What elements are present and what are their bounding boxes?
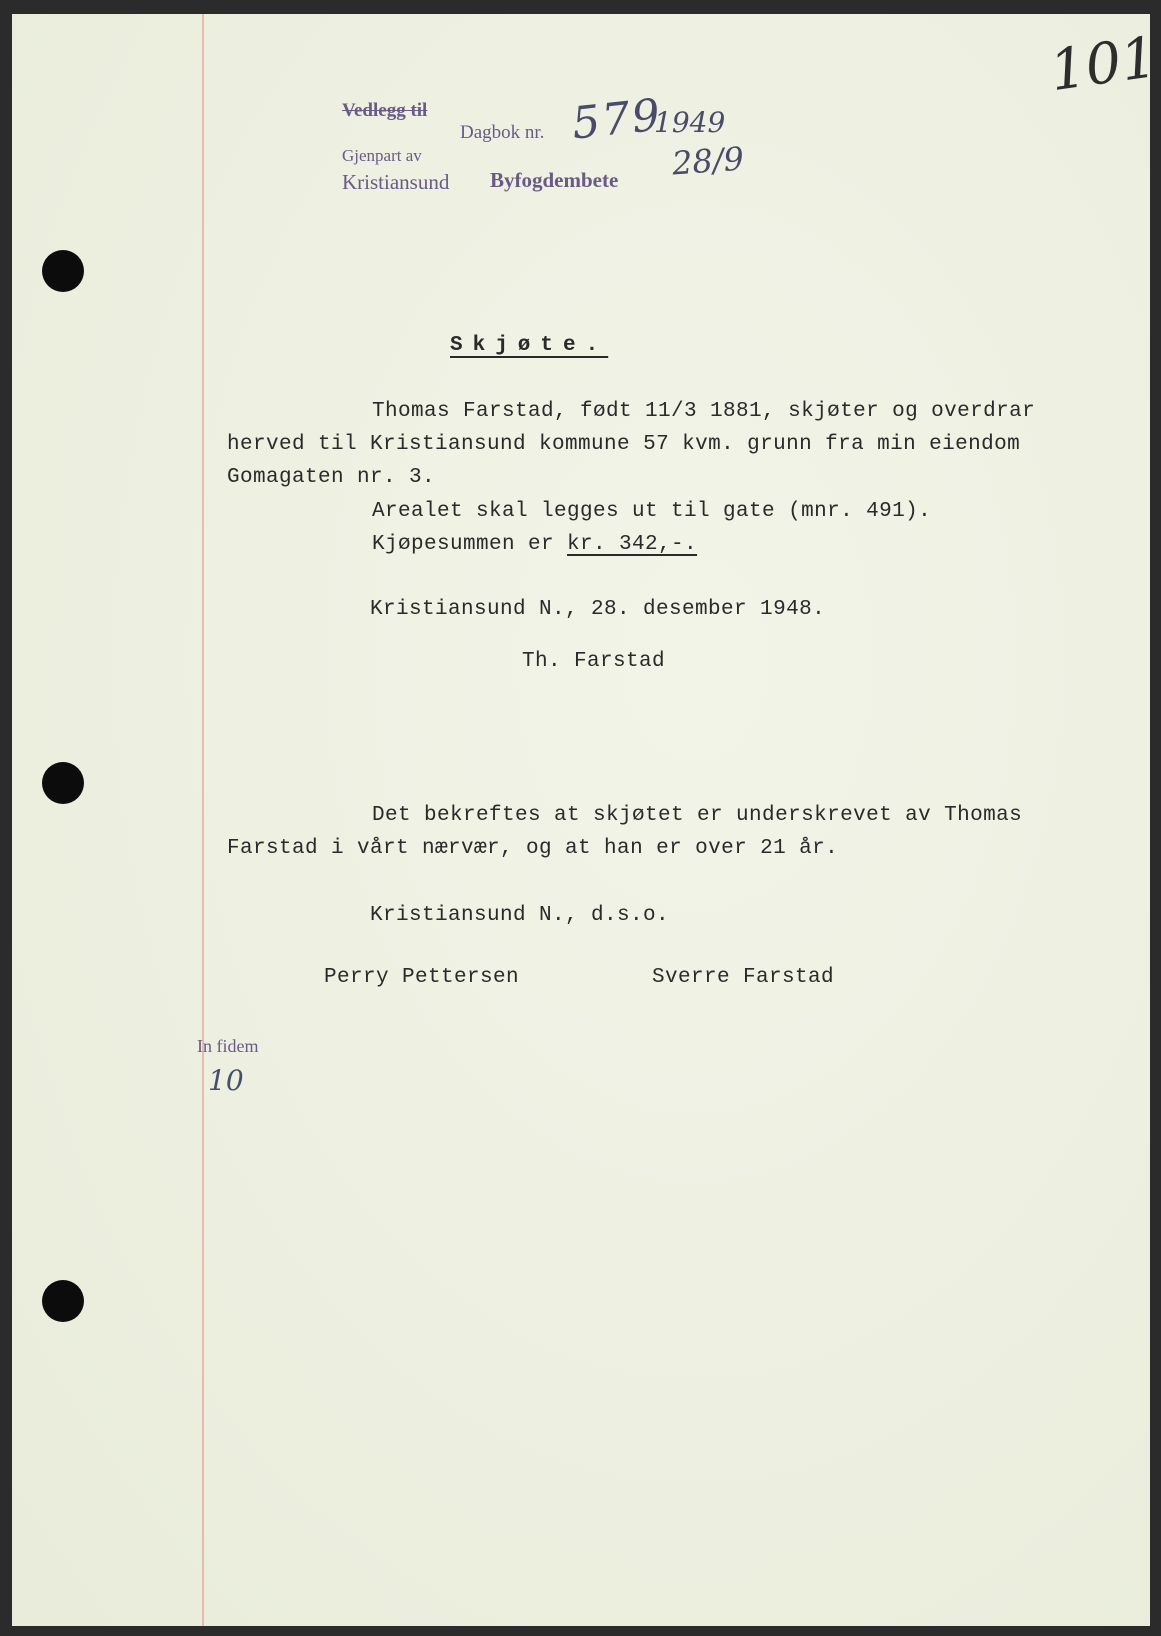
dagbok-number: 579 (569, 89, 665, 150)
seller-signature: Th. Farstad (522, 650, 666, 673)
stamp-city: Kristiansund (342, 170, 450, 194)
document-page (12, 14, 1161, 1626)
stamp-gjenpart-label: Gjenpart av (342, 146, 422, 165)
place-date: Kristiansund N., 28. desember 1948. (370, 598, 826, 621)
body-line-price (372, 533, 697, 556)
confirm-line-2: Farstad i vårt nærvær, og at han er over 21 år. (227, 837, 839, 860)
registration-date: 28/9 (670, 139, 746, 183)
witness-2: Sverre Farstad (652, 966, 835, 989)
confirm-line-1: Det bekreftes at skjøtet er underskrevet av Thomas (372, 804, 1023, 827)
page-number: 101 (1045, 24, 1161, 105)
body-line-1: Thomas Farstad, født 11/3 1881, skjøter og overdrar (372, 400, 1036, 423)
punch-hole-bottom (42, 1280, 84, 1322)
dagbok-year: 1949 (654, 106, 726, 139)
witness-1: Perry Pettersen (324, 966, 520, 989)
stamp-office: Byfogdembete (490, 168, 619, 192)
punch-hole-top (42, 250, 84, 292)
price-amount: kr. 342,-. (567, 533, 698, 556)
body-line-area: Arealet skal legges ut til gate (mnr. 491). (372, 500, 932, 523)
body-line-3: Gomagaten nr. 3. (227, 466, 436, 489)
margin-stamp-note: In fidem (197, 1036, 259, 1056)
place-dso: Kristiansund N., d.s.o. (370, 904, 670, 927)
price-prefix: Kjøpesummen er (372, 533, 568, 556)
stamp-dagbok-label: Dagbok nr. (460, 122, 545, 143)
document-title: Skjøte. (450, 334, 609, 357)
margin-rule (202, 14, 204, 1626)
stamp-struck-label: Vedlegg til (342, 100, 428, 121)
punch-hole-middle (42, 762, 84, 804)
body-line-2: herved til Kristiansund kommune 57 kvm. grunn fra min eiendom (227, 433, 1021, 456)
margin-handwritten-number: 10 (208, 1064, 244, 1097)
